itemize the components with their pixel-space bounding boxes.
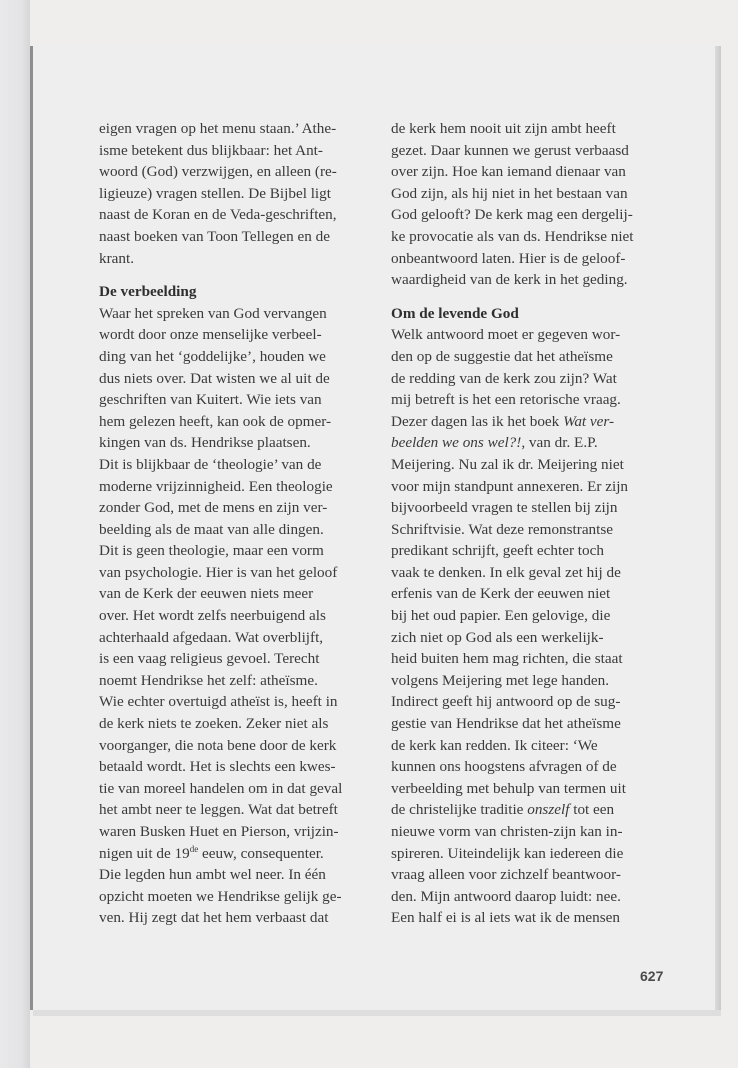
text-line: voorganger, die nota bene door de kerk <box>99 736 337 754</box>
text-line: waardigheid van de kerk in het geding. <box>391 271 628 289</box>
text-line: woord (God) verzwijgen, en alleen (re- <box>99 163 337 181</box>
left-paragraph-intro <box>99 118 379 269</box>
text-line: vraag alleen voor zichzelf beantwoor- <box>391 866 621 884</box>
text-line: God zijn, als hij niet in het bestaan van <box>391 184 628 202</box>
text-line: Dit is geen theologie, maar een vorm <box>99 542 324 560</box>
text-line: opzicht moeten we Hendrikse gelijk ge- <box>99 887 342 905</box>
text-line: het ambt neer te leggen. Wat dat betreft <box>99 801 338 819</box>
page-bottom-edge <box>33 1010 721 1016</box>
book-title-part-2: beelden we ons wel?! <box>391 434 522 452</box>
text-line: volgens Meijering met lege handen. <box>391 671 610 689</box>
text-line: voor mijn standpunt annexeren. Er zijn <box>391 477 629 495</box>
text-line: ke provocatie als van ds. Hendrikse niet <box>391 227 634 245</box>
left-paragraph-body <box>99 303 379 929</box>
book-title-part-1: Wat ver- <box>563 412 615 430</box>
text-line-onszelf <box>391 799 671 821</box>
text-line: spireren. Uiteindelijk kan iedereen die <box>391 844 624 862</box>
page-number: 627 <box>640 968 664 984</box>
page-edge-shadow <box>715 46 721 1010</box>
text-line: van psychologie. Hier is van het geloof <box>99 563 338 581</box>
text-line: Indirect geeft hij antwoord op de sug- <box>391 693 621 711</box>
scanner-background <box>0 0 30 1068</box>
text-line: geschriften van Kuitert. Wie iets van <box>99 391 322 409</box>
section-heading-verbeelding: De verbeelding <box>99 283 197 301</box>
text-line: beelding als de maat van alle dingen. <box>99 520 324 538</box>
text-line: waren Busken Huet en Pierson, vrijzin- <box>99 823 339 840</box>
text-line: de kerk hem nooit uit zijn ambt heeft <box>391 120 616 137</box>
text-line: gezet. Daar kunnen we gerust verbaasd <box>391 141 629 159</box>
text-line: achterhaald afgedaan. Wat overblijft, <box>99 628 324 646</box>
text-line: vaak te denken. In elk geval zet hij de <box>391 563 621 581</box>
text-line: erfenis van de Kerk der eeuwen niet <box>391 585 611 603</box>
text-line: kunnen ons hoogstens afvragen of de <box>391 758 617 776</box>
text-line: heid buiten hem mag richten, die staat <box>391 650 623 668</box>
text-line: zich niet op God als een werkelijk- <box>391 628 604 646</box>
text-line: Wie echter overtuigd atheïst is, heeft in <box>99 693 338 711</box>
text-line: verbeelding met behulp van termen uit <box>391 779 626 797</box>
text-line: Welk antwoord moet er gegeven wor- <box>391 326 621 344</box>
text-line: ding van het ‘goddelijke’, houden we <box>99 347 326 365</box>
text-line: Meijering. Nu zal ik dr. Meijering niet <box>391 455 624 473</box>
text-line: over. Het wordt zelfs neerbuigend als <box>99 607 326 625</box>
text-line: zonder God, met de mens en zijn ver- <box>99 499 328 517</box>
text-line: mij betreft is het een retorische vraag. <box>391 391 621 409</box>
text-line: isme betekent dus blijkbaar: het Ant- <box>99 141 323 159</box>
text-line: de kerk niets te zoeken. Zeker niet als <box>99 715 329 733</box>
left-text-column <box>99 118 379 929</box>
text-line: Dit is blijkbaar de ‘theologie’ van de <box>99 455 322 473</box>
text-line: hem gelezen heeft, kan ook de opmer- <box>99 412 332 430</box>
text-line: nieuwe vorm van christen-zijn kan in- <box>391 823 623 840</box>
text-line: dus niets over. Dat wisten we al uit de <box>99 369 330 387</box>
text-line: God gelooft? De kerk mag een dergelij- <box>391 206 633 224</box>
text-line: naast boeken van Toon Tellegen en de <box>99 227 330 245</box>
text-line-book-title-start <box>391 411 671 433</box>
paragraph-gap <box>391 291 671 303</box>
text-line: Die legden hun ambt wel neer. In één <box>99 866 326 884</box>
text-line: is een vaag religieus gevoel. Terecht <box>99 650 320 668</box>
text-line: naast de Koran en de Veda-geschriften, <box>99 206 337 224</box>
text-line: predikant schrijft, geeft echter toch <box>391 542 604 560</box>
book-author-text: , van dr. E.P. <box>521 434 598 452</box>
text-line: ven. Hij zegt dat het hem verbaast dat <box>99 909 329 927</box>
text-line: den op de suggestie dat het atheïsme <box>391 347 613 365</box>
text-line: Schriftvisie. Wat deze remonstrantse <box>391 520 614 538</box>
text-line: de redding van de kerk zou zijn? Wat <box>391 369 617 387</box>
text-line: bijvoorbeeld vragen te stellen bij zijn <box>391 499 618 517</box>
book-line-text: Dezer dagen las ik het boek <box>391 412 564 430</box>
onszelf-text-before: de christelijke traditie <box>391 801 528 819</box>
right-paragraph-intro <box>391 118 671 291</box>
paragraph-gap <box>99 269 379 281</box>
right-text-column <box>391 118 671 929</box>
text-line-century <box>99 843 379 865</box>
text-line: van de Kerk der eeuwen niets meer <box>99 585 314 603</box>
text-line: Een half ei is al iets wat ik de mensen <box>391 909 621 927</box>
text-line: gestie van Hendrikse dat het atheïsme <box>391 715 621 733</box>
text-line: de kerk kan redden. Ik citeer: ‘We <box>391 736 598 754</box>
text-line: wordt door onze menselijke verbeel- <box>99 326 322 344</box>
right-paragraph-body <box>391 324 671 929</box>
onszelf-italic: onszelf <box>527 801 570 819</box>
text-line: moderne vrijzinnigheid. Een theologie <box>99 477 333 495</box>
text-line: over zijn. Hoe kan iemand dienaar van <box>391 163 626 181</box>
text-line: Waar het spreken van God vervangen <box>99 304 327 322</box>
onszelf-text-after: tot een <box>569 801 615 819</box>
text-line: betaald wordt. Het is slechts een kwes- <box>99 758 336 776</box>
century-text-after: eeuw, consequenter. <box>198 844 324 862</box>
century-text-before: nigen uit de 19 <box>99 844 190 862</box>
text-line: kingen van ds. Hendrikse plaatsen. <box>99 434 311 452</box>
section-heading-levende-god: Om de levende God <box>391 304 519 322</box>
text-line: krant. <box>99 249 135 267</box>
text-line: tie van moreel handelen om in dat geval <box>99 779 343 797</box>
text-line: onbeantwoord laten. Hier is de geloof- <box>391 249 626 267</box>
text-line: bij het oud papier. Een gelovige, die <box>391 607 611 625</box>
text-line: ligieuze) vragen stellen. De Bijbel ligt <box>99 184 331 202</box>
text-line-book-title-end <box>391 432 671 454</box>
text-line: noemt Hendrikse het zelf: atheïsme. <box>99 671 318 689</box>
century-superscript: de <box>189 843 199 854</box>
text-line: den. Mijn antwoord daarop luidt: nee. <box>391 887 621 905</box>
text-line: eigen vragen op het menu staan.’ Athe- <box>99 120 337 137</box>
